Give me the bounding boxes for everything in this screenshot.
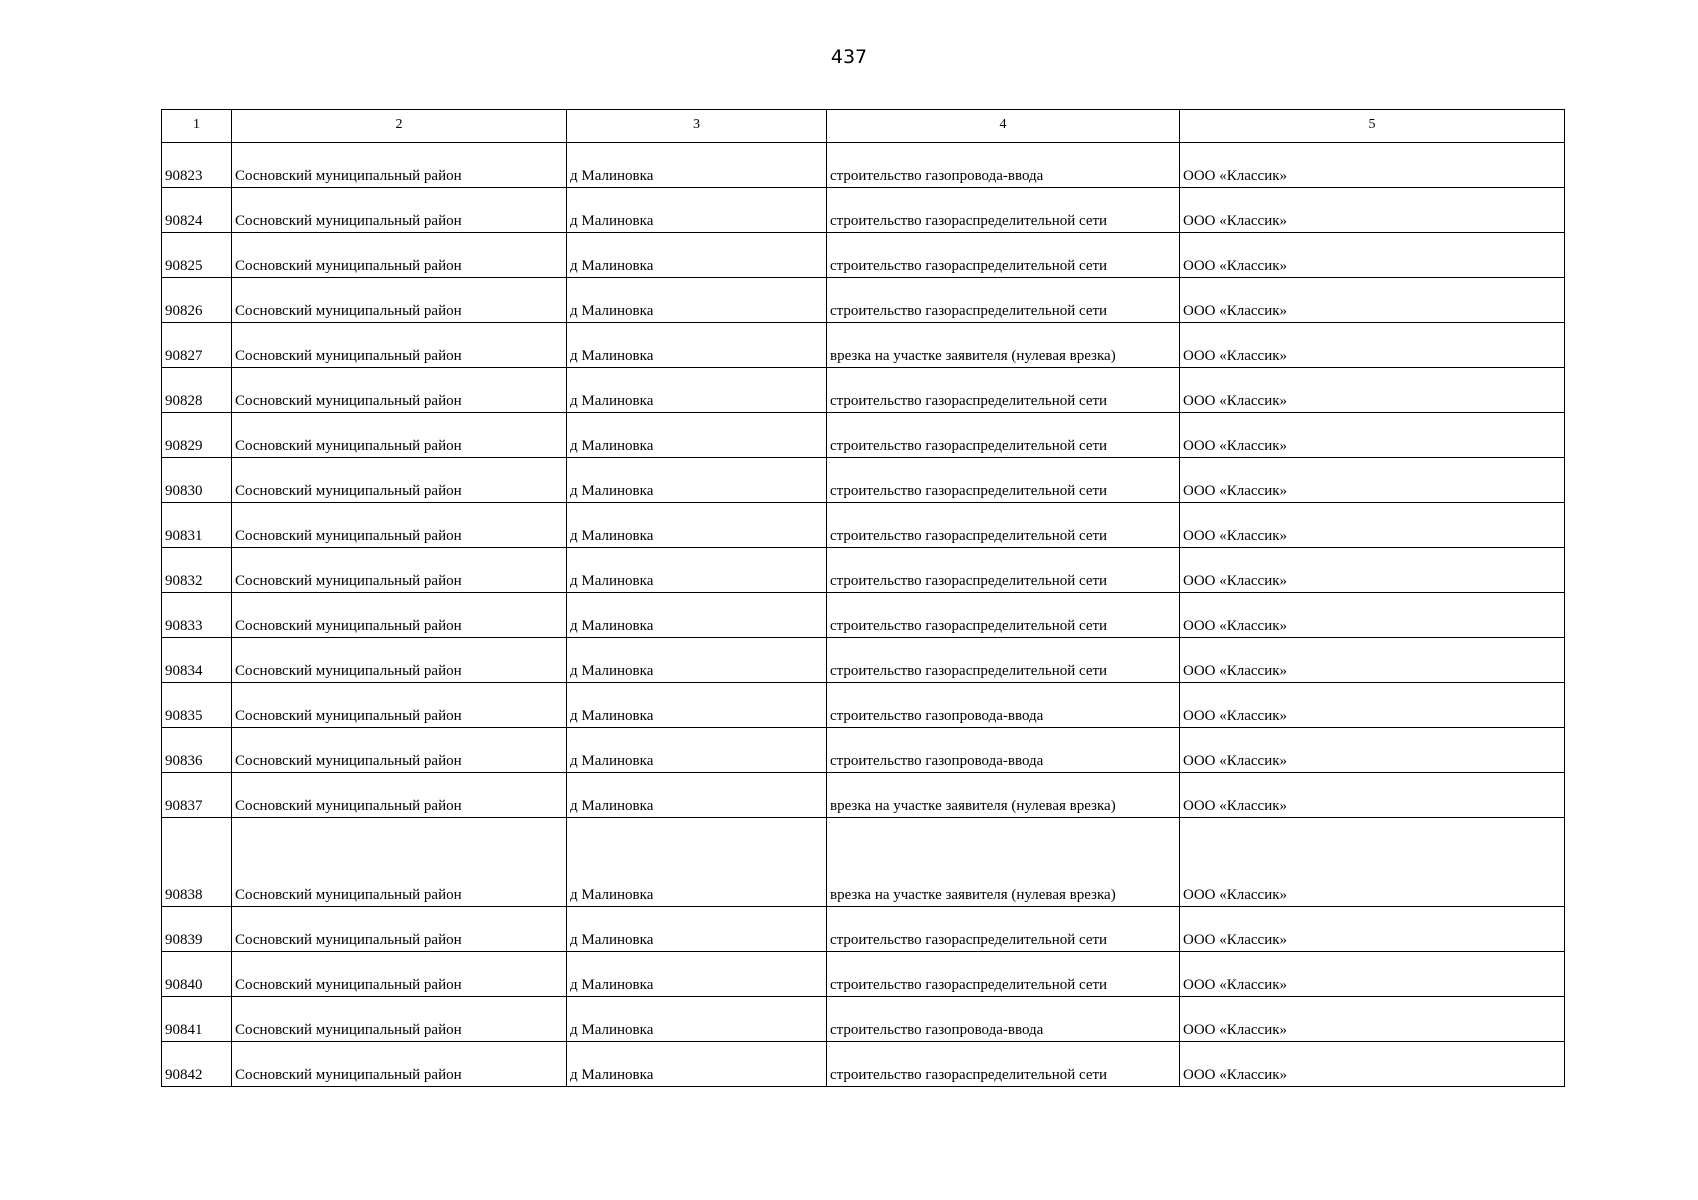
table-row — [162, 503, 1565, 548]
cell-work-type: строительство газораспределительной сети — [827, 458, 1180, 503]
cell-locality: д Малиновка — [567, 773, 827, 818]
cell-number: 90831 — [162, 503, 232, 548]
table-row — [162, 638, 1565, 683]
column-header: 4 — [827, 110, 1180, 143]
table-row — [162, 323, 1565, 368]
cell-district: Сосновский муниципальный район — [232, 368, 567, 413]
registry-table — [161, 109, 1565, 1087]
table-row — [162, 278, 1565, 323]
cell-number: 90826 — [162, 278, 232, 323]
cell-number: 90837 — [162, 773, 232, 818]
cell-district: Сосновский муниципальный район — [232, 458, 567, 503]
cell-work-type: строительство газопровода-ввода — [827, 143, 1180, 188]
cell-work-type: строительство газораспределительной сети — [827, 278, 1180, 323]
cell-locality: д Малиновка — [567, 997, 827, 1042]
table-row — [162, 368, 1565, 413]
cell-locality: д Малиновка — [567, 458, 827, 503]
cell-district: Сосновский муниципальный район — [232, 548, 567, 593]
cell-organization: ООО «Классик» — [1180, 683, 1565, 728]
cell-district: Сосновский муниципальный район — [232, 952, 567, 997]
cell-work-type: строительство газораспределительной сети — [827, 413, 1180, 458]
cell-organization: ООО «Классик» — [1180, 368, 1565, 413]
cell-district: Сосновский муниципальный район — [232, 593, 567, 638]
cell-organization: ООО «Классик» — [1180, 773, 1565, 818]
cell-locality: д Малиновка — [567, 683, 827, 728]
cell-work-type: строительство газораспределительной сети — [827, 1042, 1180, 1087]
table-row — [162, 907, 1565, 952]
cell-locality: д Малиновка — [567, 503, 827, 548]
table-row — [162, 818, 1565, 907]
cell-organization: ООО «Классик» — [1180, 188, 1565, 233]
cell-locality: д Малиновка — [567, 278, 827, 323]
cell-number: 90824 — [162, 188, 232, 233]
cell-organization: ООО «Классик» — [1180, 638, 1565, 683]
table-row — [162, 997, 1565, 1042]
cell-organization: ООО «Классик» — [1180, 503, 1565, 548]
column-header: 5 — [1180, 110, 1565, 143]
cell-organization: ООО «Классик» — [1180, 458, 1565, 503]
cell-district: Сосновский муниципальный район — [232, 323, 567, 368]
cell-number: 90834 — [162, 638, 232, 683]
cell-locality: д Малиновка — [567, 548, 827, 593]
cell-locality: д Малиновка — [567, 728, 827, 773]
table-row — [162, 593, 1565, 638]
table-row — [162, 1042, 1565, 1087]
cell-work-type: строительство газораспределительной сети — [827, 548, 1180, 593]
cell-organization: ООО «Классик» — [1180, 997, 1565, 1042]
cell-work-type: строительство газопровода-ввода — [827, 728, 1180, 773]
table-row — [162, 952, 1565, 997]
cell-district: Сосновский муниципальный район — [232, 278, 567, 323]
page-number: 437 — [830, 46, 868, 68]
cell-work-type: врезка на участке заявителя (нулевая врезка) — [827, 773, 1180, 818]
cell-work-type: строительство газораспределительной сети — [827, 638, 1180, 683]
cell-organization: ООО «Классик» — [1180, 323, 1565, 368]
cell-district: Сосновский муниципальный район — [232, 818, 567, 907]
cell-number: 90835 — [162, 683, 232, 728]
cell-district: Сосновский муниципальный район — [232, 188, 567, 233]
cell-district: Сосновский муниципальный район — [232, 233, 567, 278]
cell-number: 90833 — [162, 593, 232, 638]
cell-locality: д Малиновка — [567, 413, 827, 458]
cell-district: Сосновский муниципальный район — [232, 683, 567, 728]
cell-locality: д Малиновка — [567, 323, 827, 368]
cell-district: Сосновский муниципальный район — [232, 907, 567, 952]
cell-district: Сосновский муниципальный район — [232, 143, 567, 188]
cell-district: Сосновский муниципальный район — [232, 997, 567, 1042]
cell-work-type: врезка на участке заявителя (нулевая врезка) — [827, 818, 1180, 907]
cell-organization: ООО «Классик» — [1180, 728, 1565, 773]
cell-number: 90827 — [162, 323, 232, 368]
cell-locality: д Малиновка — [567, 1042, 827, 1087]
cell-organization: ООО «Классик» — [1180, 952, 1565, 997]
cell-organization: ООО «Классик» — [1180, 1042, 1565, 1087]
column-header: 1 — [162, 110, 232, 143]
cell-work-type: строительство газораспределительной сети — [827, 503, 1180, 548]
cell-work-type: строительство газопровода-ввода — [827, 997, 1180, 1042]
table-row — [162, 233, 1565, 278]
cell-work-type: строительство газопровода-ввода — [827, 683, 1180, 728]
cell-locality: д Малиновка — [567, 907, 827, 952]
cell-number: 90829 — [162, 413, 232, 458]
cell-district: Сосновский муниципальный район — [232, 773, 567, 818]
cell-organization: ООО «Классик» — [1180, 548, 1565, 593]
cell-locality: д Малиновка — [567, 188, 827, 233]
cell-district: Сосновский муниципальный район — [232, 638, 567, 683]
cell-number: 90838 — [162, 818, 232, 907]
table-row — [162, 728, 1565, 773]
cell-organization: ООО «Классик» — [1180, 818, 1565, 907]
cell-locality: д Малиновка — [567, 593, 827, 638]
cell-organization: ООО «Классик» — [1180, 143, 1565, 188]
cell-locality: д Малиновка — [567, 952, 827, 997]
cell-locality: д Малиновка — [567, 143, 827, 188]
table-header-row — [162, 110, 1565, 143]
cell-number: 90830 — [162, 458, 232, 503]
cell-number: 90825 — [162, 233, 232, 278]
table-row — [162, 458, 1565, 503]
cell-work-type: строительство газораспределительной сети — [827, 593, 1180, 638]
column-header: 2 — [232, 110, 567, 143]
cell-locality: д Малиновка — [567, 818, 827, 907]
table-row — [162, 413, 1565, 458]
cell-work-type: строительство газораспределительной сети — [827, 368, 1180, 413]
cell-number: 90839 — [162, 907, 232, 952]
cell-number: 90842 — [162, 1042, 232, 1087]
table-row — [162, 548, 1565, 593]
cell-work-type: строительство газораспределительной сети — [827, 188, 1180, 233]
table-row — [162, 188, 1565, 233]
cell-work-type: врезка на участке заявителя (нулевая врезка) — [827, 323, 1180, 368]
cell-work-type: строительство газораспределительной сети — [827, 952, 1180, 997]
cell-organization: ООО «Классик» — [1180, 593, 1565, 638]
cell-work-type: строительство газораспределительной сети — [827, 233, 1180, 278]
cell-organization: ООО «Классик» — [1180, 278, 1565, 323]
cell-number: 90823 — [162, 143, 232, 188]
cell-number: 90832 — [162, 548, 232, 593]
cell-number: 90828 — [162, 368, 232, 413]
table-row — [162, 773, 1565, 818]
cell-number: 90841 — [162, 997, 232, 1042]
cell-number: 90836 — [162, 728, 232, 773]
table-row — [162, 143, 1565, 188]
column-header: 3 — [567, 110, 827, 143]
cell-district: Сосновский муниципальный район — [232, 1042, 567, 1087]
cell-work-type: строительство газораспределительной сети — [827, 907, 1180, 952]
cell-locality: д Малиновка — [567, 638, 827, 683]
cell-district: Сосновский муниципальный район — [232, 413, 567, 458]
cell-locality: д Малиновка — [567, 233, 827, 278]
cell-organization: ООО «Классик» — [1180, 907, 1565, 952]
cell-number: 90840 — [162, 952, 232, 997]
cell-organization: ООО «Классик» — [1180, 233, 1565, 278]
cell-organization: ООО «Классик» — [1180, 413, 1565, 458]
table-row — [162, 683, 1565, 728]
cell-district: Сосновский муниципальный район — [232, 728, 567, 773]
cell-district: Сосновский муниципальный район — [232, 503, 567, 548]
cell-locality: д Малиновка — [567, 368, 827, 413]
